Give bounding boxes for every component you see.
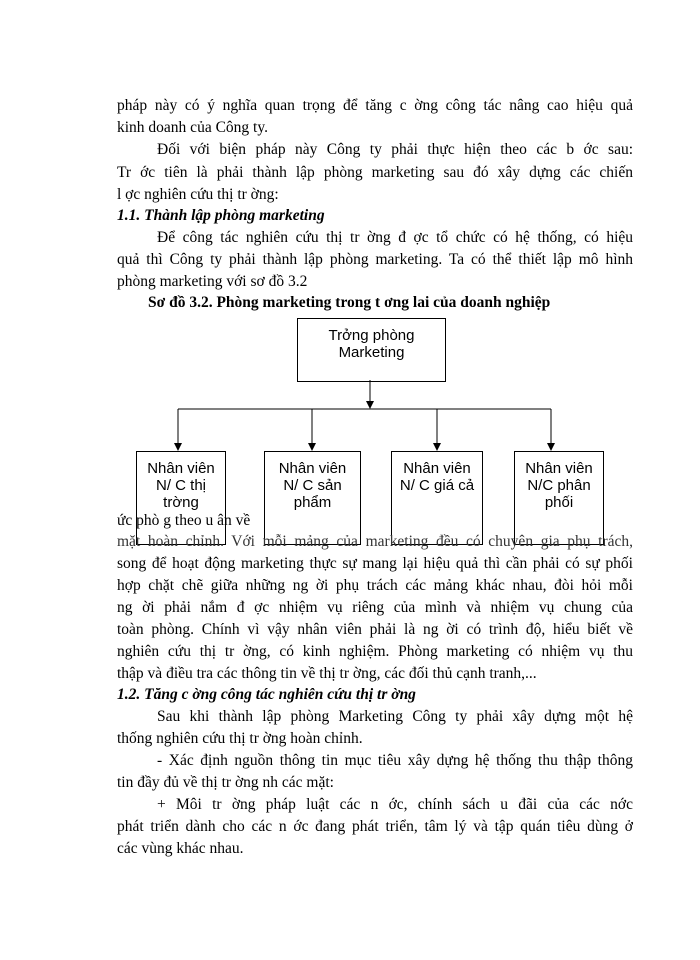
org-box-line: Nhân viên <box>278 460 347 477</box>
para-line: phát triển dành cho các n ớc đang phát triển, tâm lý và tập quán tiêu dùng ở <box>117 818 633 835</box>
org-box-line: Nhân viên <box>403 460 471 477</box>
para-line: quả thì Công ty phải thành lập phòng marketing. Ta có thể thiết lập mô hình <box>117 251 633 268</box>
para-line: Tr ớc tiên là phải thành lập phòng marketing sau đó xây dựng các chiến <box>117 164 633 181</box>
arrowhead <box>366 401 374 409</box>
diagram-caption: Sơ đồ 3.2. Phòng marketing trong t ơng lai của doanh nghiệp <box>148 294 551 311</box>
para-line: toàn phòng. Chính vì vậy nhân viên phải là ng ời có trình độ, hiểu biết về <box>117 621 633 638</box>
para-line-obscured: ức phò g theo u ân về <box>117 512 251 529</box>
para-line-partially-obscured: mặt hoàn chỉnh. Với mỗi mảng của marketing đều có chuyên gia phụ trách, <box>117 533 633 550</box>
org-box-line: trờng <box>163 494 199 511</box>
para-line: hợp chặt chẽ giữa những ng ời phụ trách các mảng khác nhau, đòi hỏi mỗi <box>117 577 633 594</box>
org-box-line: N/C phân <box>527 477 591 494</box>
para-line: các vùng khác nhau. <box>117 840 244 857</box>
para-line: pháp này có ý nghĩa quan trọng để tăng c ờng công tác nâng cao hiệu quả <box>117 97 633 114</box>
para-line: phòng marketing với sơ đồ 3.2 <box>117 273 308 290</box>
org-box-line: phối <box>544 494 574 511</box>
org-box-line: Trởng phòng <box>328 327 415 344</box>
para-line: nghiên cứu thị tr ờng, có kinh nghiệm. Phòng marketing có nhiệm vụ thu <box>117 643 633 660</box>
org-box-line: N/ C sản <box>283 477 342 494</box>
org-box-line: Marketing <box>338 344 405 361</box>
para-line: Đối với biện pháp này Công ty phải thực hiện theo các b ớc sau: <box>157 141 633 158</box>
section-heading-1-1: 1.1. Thành lập phòng marketing <box>117 207 325 224</box>
para-line: kinh doanh của Công ty. <box>117 119 268 136</box>
org-box-line: phẩm <box>293 494 332 511</box>
para-line: + Môi tr ờng pháp luật các n ớc, chính sách u đãi của các nớc <box>157 796 633 813</box>
arrowhead <box>433 443 441 451</box>
para-line: thập và điều tra các thông tin về thị tr ờng, các đối thủ cạnh tranh,... <box>117 665 537 682</box>
para-line: tin đầy đủ về thị tr ờng nh các mặt: <box>117 774 334 791</box>
para-line: Sau khi thành lập phòng Marketing Công ty phải xây dựng một hệ <box>157 708 633 725</box>
para-line: ng ời phải nắm đ ợc nhiệm vụ riêng của mình và nhiệm vụ chung của <box>117 599 633 616</box>
org-box-line: Nhân viên <box>147 460 215 477</box>
arrowhead <box>547 443 555 451</box>
para-line: l ợc nghiên cứu thị tr ờng: <box>117 186 279 203</box>
para-line: Để công tác nghiên cứu thị tr ờng đ ợc tổ chức có hệ thống, có hiệu <box>157 229 633 246</box>
org-box-line: N/ C giá cả <box>399 477 475 494</box>
para-line: thống nghiên cứu thị tr ờng hoàn chỉnh. <box>117 730 363 747</box>
org-box-line: N/ C thị <box>155 477 206 494</box>
section-heading-1-2: 1.2. Tăng c ờng công tác nghiên cứu thị tr ờng <box>117 686 416 703</box>
para-line: - Xác định nguồn thông tin mục tiêu xây dựng hệ thống thu thập thông <box>157 752 633 769</box>
org-box-line: Nhân viên <box>525 460 593 477</box>
arrowhead <box>174 443 182 451</box>
arrowhead <box>308 443 316 451</box>
para-line: song để hoạt động marketing thực sự mang lại hiệu quả thì cần phải có sự phối <box>117 555 633 572</box>
